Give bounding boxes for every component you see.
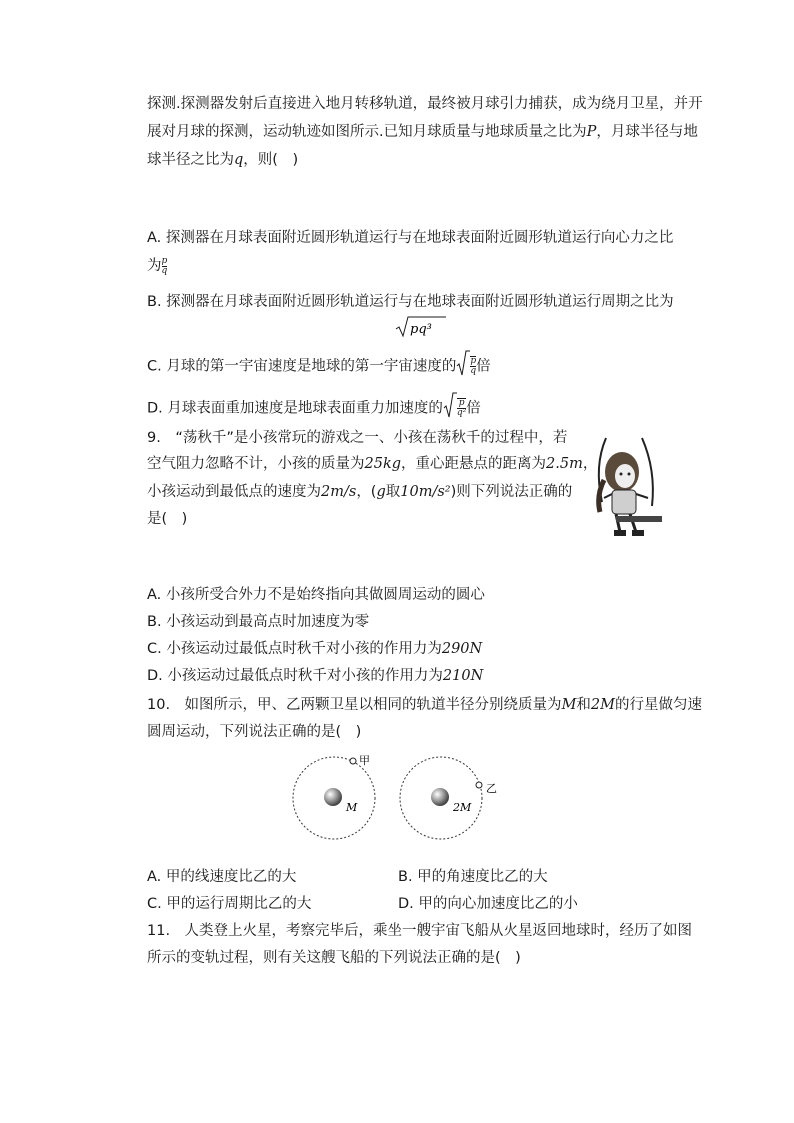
q8-option-a-cont: 为 $\frac{p}{q}$ [147, 255, 168, 276]
intro-line-1: 探测.探测器发射后直接进入地月转移轨道，最终被月球引力捕获，成为绕月卫星，并开 [147, 96, 703, 112]
q9-option-c: C. 小孩运动过最低点时秋千对小孩的作用力为290N [147, 641, 483, 657]
orbit-right [400, 757, 497, 839]
svg-text:pq³: pq³ [410, 322, 432, 337]
q8-option-b: B. 探测器在月球表面附近圆形轨道运行与在地球表面附近圆形轨道运行周期之比为 [147, 294, 674, 310]
q8-option-a: A. 探测器在月球表面附近圆形轨道运行与在地球表面附近圆形轨道运行向心力之比 [147, 230, 674, 246]
satellite-yi-label: 乙 [486, 782, 497, 795]
q10-option-b: B. 甲的角速度比乙的大 [398, 869, 548, 885]
satellite-jia-icon [350, 758, 356, 764]
intro-line-2: 展对月球的探测，运动轨迹如图所示.已知月球质量与地球质量之比为P，月球半径与地 [147, 124, 698, 140]
satellite-orbit-figure [286, 752, 516, 850]
q9-option-a: A. 小孩所受合外力不是始终指向其做圆周运动的圆心 [147, 587, 485, 603]
fraction-p-over-q: $\frac{p}{q}$ [161, 255, 168, 276]
q10-stem-line-1: 10. 如图所示，甲、乙两颗卫星以相同的轨道半径分别绕质量为M和2M的行星做匀速 [147, 697, 702, 713]
q9-stem-line-2: 空气阻力忽略不计，小孩的质量为25kg，重心距悬点的距离为2.5m， [147, 456, 598, 472]
q9-option-b: B. 小孩运动到最高点时加速度为零 [147, 614, 370, 630]
q11-stem-line-1: 11. 人类登上火星，考察完毕后，乘坐一艘宇宙飞船从火星返回地球时，经历了如图 [147, 923, 693, 939]
q10-option-d: D. 甲的向心加速度比乙的小 [398, 896, 578, 912]
sqrt-p-over-q2 [443, 391, 457, 426]
sqrt-p-over-q [456, 349, 470, 384]
planet-m-label: M [346, 801, 358, 814]
q9-stem-line-1: 9. “荡秋千”是小孩常玩的游戏之一、小孩在荡秋千的过程中，若 [147, 430, 568, 446]
child-on-swing-illustration [576, 436, 672, 548]
planet-2m-icon [431, 788, 449, 806]
q8-option-c: C. 月球的第一宇宙速度是地球的第一宇宙速度的 $\frac{p}{q}$ 倍 [147, 349, 491, 384]
q9-stem-line-4: 是( ) [147, 511, 188, 527]
q10-option-a: A. 甲的线速度比乙的大 [147, 869, 297, 885]
q11-stem-line-2: 所示的变轨过程，则有关这艘飞船的下列说法正确的是( ) [147, 950, 521, 966]
sqrt-pq3 [395, 315, 447, 346]
orbit-left [293, 754, 375, 839]
q10-option-c: C. 甲的运行周期比乙的大 [147, 896, 312, 912]
q8-option-b-formula [395, 315, 447, 346]
q10-stem-line-2: 圆周运动，下列说法正确的是( ) [147, 724, 362, 740]
q8-option-d: D. 月球表面重加速度是地球表面重力加速度的 $\frac{p}{\text{q²}}$ 倍 [147, 391, 481, 426]
q9-stem-line-3: 小孩运动到最低点的速度为2m/s，(g取10m/s²)则下列说法正确的 [147, 484, 573, 500]
satellite-yi-icon [476, 782, 482, 788]
planet-m-icon [324, 788, 342, 806]
planet-2m-label: 2M [453, 801, 472, 814]
q9-option-d: D. 小孩运动过最低点时秋千对小孩的作用力为210N [147, 668, 484, 684]
satellite-jia-label: 甲 [359, 754, 370, 767]
intro-line-3: 球半径之比为q，则( ) [147, 152, 299, 168]
